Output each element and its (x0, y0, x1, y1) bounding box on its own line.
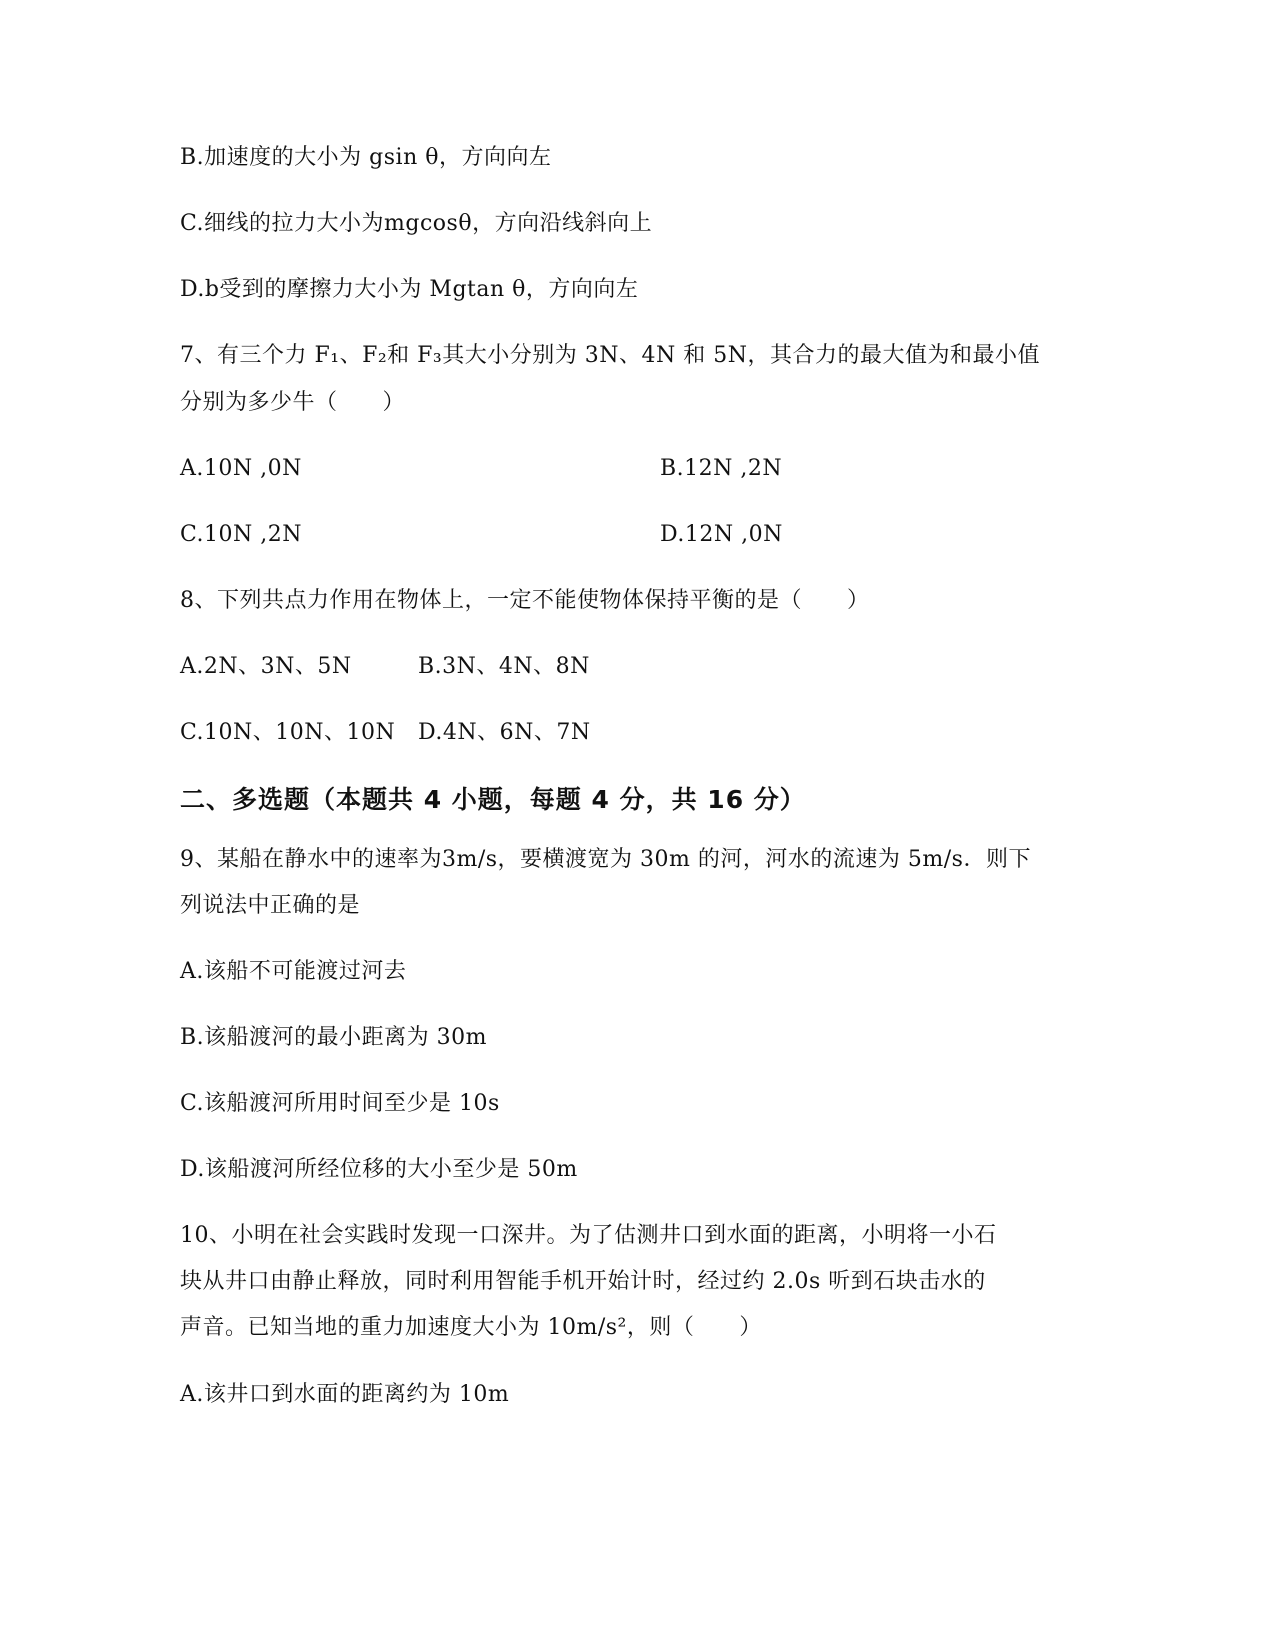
q8-option-d: D.4N、6N、7N (418, 720, 591, 745)
q7-option-a: A.10N ,0N (180, 456, 302, 481)
q9-option-c: C.该船渡河所用时间至少是 10s (180, 1091, 500, 1116)
q7-option-b: B.12N ,2N (660, 456, 783, 481)
q7-stem-line2: 分别为多少牛（ ） (180, 390, 406, 415)
q10-stem-line1: 10、小明在社会实践时发现一口深井。为了估测井口到水面的距离，小明将一小石 (180, 1223, 997, 1248)
q10-stem-line2: 块从井口由静止释放，同时利用智能手机开始计时，经过约 2.0s 听到石块击水的 (180, 1269, 986, 1294)
q7-option-d: D.12N ,0N (660, 522, 783, 547)
q6-option-d: D.b受到的摩擦力大小为 Mgtan θ，方向向左 (180, 277, 639, 302)
q8-option-c: C.10N、10N、10N (180, 720, 396, 745)
q8-option-b: B.3N、4N、8N (418, 654, 590, 679)
q8-stem: 8、下列共点力作用在物体上，一定不能使物体保持平衡的是（ ） (180, 588, 870, 613)
q9-option-d: D.该船渡河所经位移的大小至少是 50m (180, 1157, 578, 1182)
q10-stem-line3: 声音。已知当地的重力加速度大小为 10m/s²，则（ ） (180, 1315, 762, 1340)
q9-stem-line2: 列说法中正确的是 (180, 893, 361, 918)
q9-option-a: A.该船不可能渡过河去 (180, 959, 407, 984)
q9-option-b: B.该船渡河的最小距离为 30m (180, 1025, 488, 1050)
q7-stem-line1: 7、有三个力 F₁、F₂和 F₃其大小分别为 3N、4N 和 5N，其合力的最大值为和最小值 (180, 343, 1040, 368)
section-heading-multiple-choice: 二、多选题（本题共 4 小题，每题 4 分，共 16 分） (180, 785, 806, 814)
q8-option-a: A.2N、3N、5N (180, 654, 352, 679)
q7-option-c: C.10N ,2N (180, 522, 303, 547)
q9-stem-line1: 9、某船在静水中的速率为3m/s，要横渡宽为 30m 的河，河水的流速为 5m/s．则下 (180, 847, 1031, 872)
q6-option-b: B.加速度的大小为 gsin θ，方向向左 (180, 145, 552, 170)
q6-option-c: C.细线的拉力大小为mgcosθ，方向沿线斜向上 (180, 211, 653, 236)
q10-option-a: A.该井口到水面的距离约为 10m (180, 1382, 510, 1407)
